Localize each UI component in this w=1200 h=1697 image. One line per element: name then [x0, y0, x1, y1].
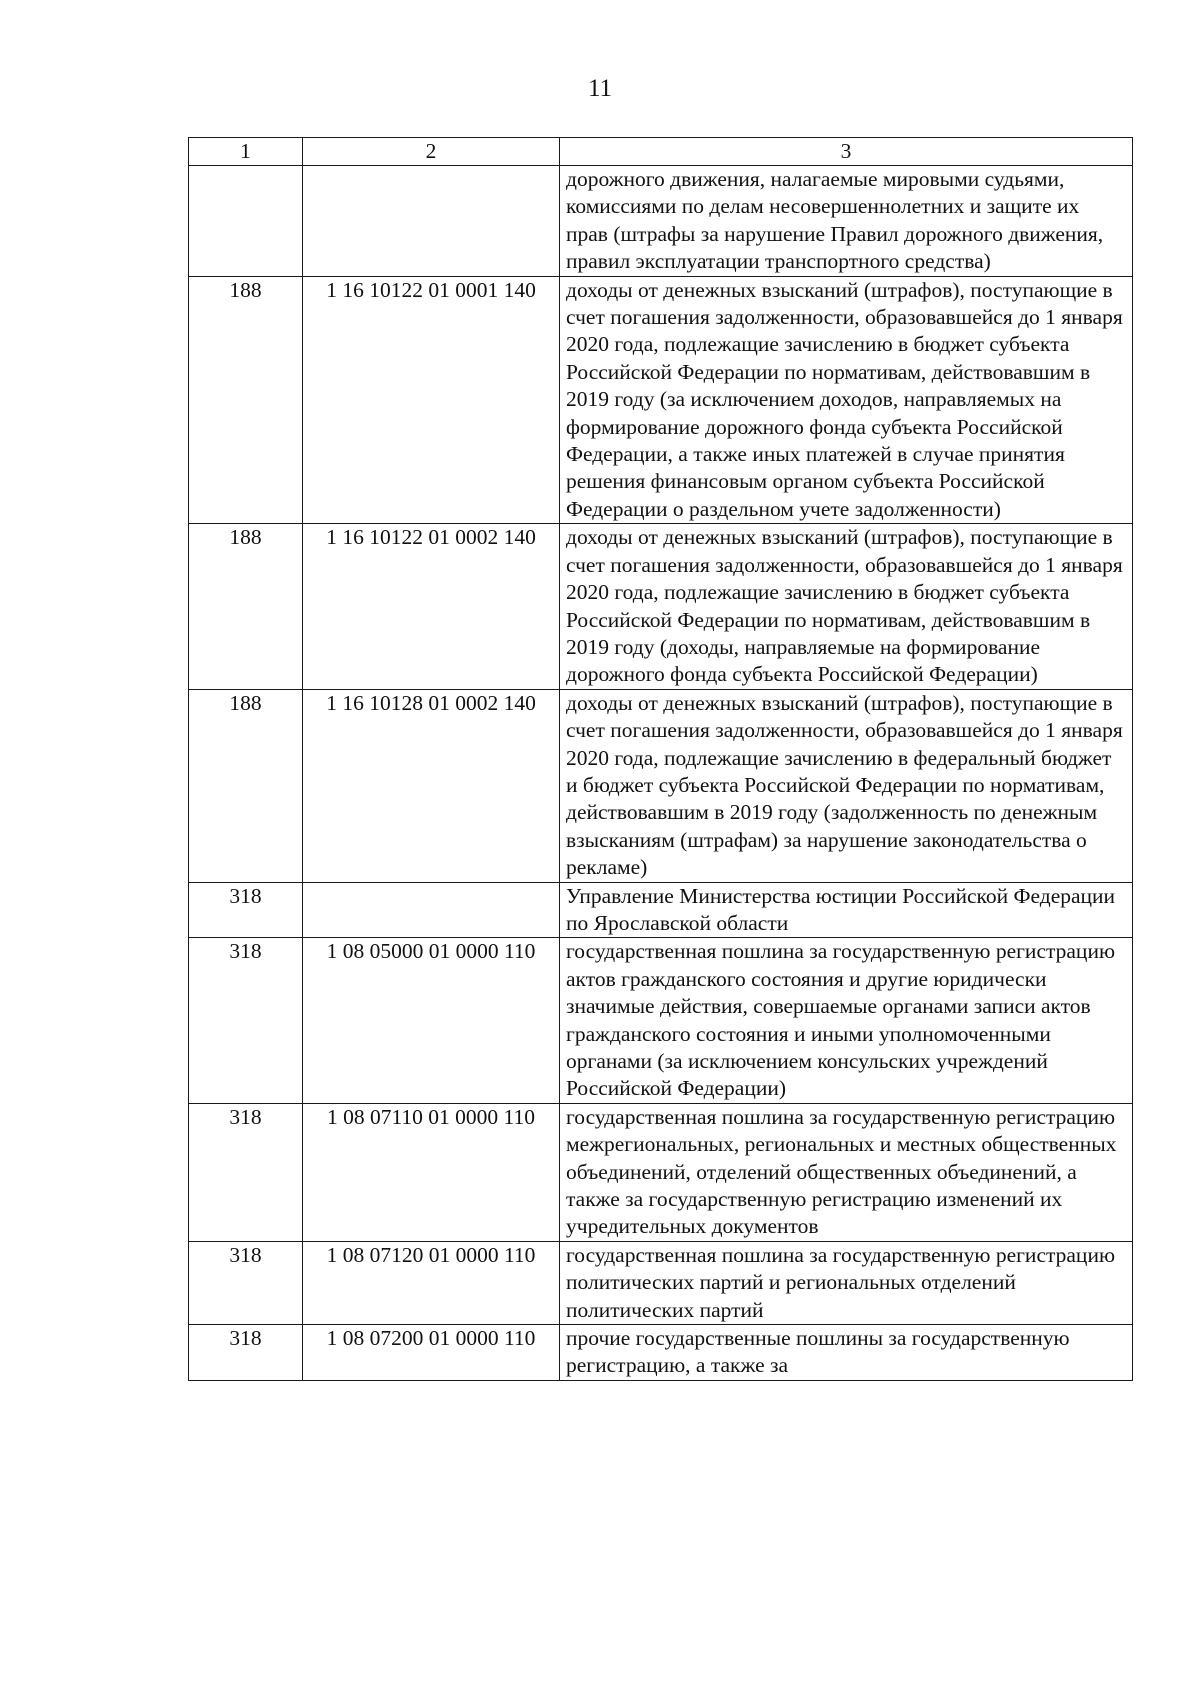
budget-code-cell: 1 08 07200 01 0000 110	[303, 1325, 560, 1381]
admin-code-cell: 188	[189, 524, 303, 689]
admin-code-cell: 188	[189, 276, 303, 524]
description-cell: доходы от денежных взысканий (штрафов), поступающие в счет погашения задолженности, образовавшейся до 1 января 2020 года, подлежащие зачислению в бюджет субъекта Российской Федерации по нормативам, действовавшим в 2019 году (доходы, направляемые на формирование дорожного фонда субъекта Российской Федерации)	[560, 524, 1133, 689]
revenue-codes-table	[188, 137, 1133, 1381]
description-cell: государственная пошлина за государственную регистрацию актов гражданского состояния и другие юридически значимые действия, совершаемые органами записи актов гражданского состояния и иными уполномоченными органами (за исключением консульских учреждений Российской Федерации)	[560, 938, 1133, 1103]
table-row	[189, 1241, 1133, 1324]
table-row	[189, 882, 1133, 938]
table-row	[189, 524, 1133, 689]
header-col-1: 1	[189, 138, 303, 166]
page-number: 11	[587, 75, 613, 102]
admin-code-cell: 318	[189, 1325, 303, 1381]
table-row	[189, 276, 1133, 524]
description-cell: государственная пошлина за государственную регистрацию политических партий и региональных отделений политических партий	[560, 1241, 1133, 1324]
budget-code-cell	[303, 882, 560, 938]
header-col-2: 2	[303, 138, 560, 166]
description-cell: прочие государственные пошлины за государственную регистрацию, а также за	[560, 1325, 1133, 1381]
admin-code-cell: 318	[189, 1241, 303, 1324]
description-cell: дорожного движения, налагаемые мировыми судьями, комиссиями по делам несовершеннолетних и защите их прав (штрафы за нарушение Правил дорожного движения, правил эксплуатации транспортного средства)	[560, 166, 1133, 277]
budget-code-cell: 1 16 10122 01 0002 140	[303, 524, 560, 689]
budget-code-cell: 1 16 10122 01 0001 140	[303, 276, 560, 524]
header-col-3: 3	[560, 138, 1133, 166]
table-row	[189, 1103, 1133, 1241]
budget-code-cell	[303, 166, 560, 277]
table-header-row	[189, 138, 1133, 166]
table-row	[189, 689, 1133, 882]
admin-code-cell	[189, 166, 303, 277]
budget-code-cell: 1 08 07120 01 0000 110	[303, 1241, 560, 1324]
table-row	[189, 166, 1133, 277]
budget-code-cell: 1 16 10128 01 0002 140	[303, 689, 560, 882]
admin-code-cell: 318	[189, 938, 303, 1103]
description-cell: Управление Министерства юстиции Российской Федерации по Ярославской области	[560, 882, 1133, 938]
table-row	[189, 938, 1133, 1103]
budget-code-cell: 1 08 07110 01 0000 110	[303, 1103, 560, 1241]
admin-code-cell: 318	[189, 882, 303, 938]
description-cell: доходы от денежных взысканий (штрафов), поступающие в счет погашения задолженности, образовавшейся до 1 января 2020 года, подлежащие зачислению в федеральный бюджет и бюджет субъекта Российской Федерации по нормативам, действовавшим в 2019 году (задолженность по денежным взысканиям (штрафам) за нарушение законодательства о рекламе)	[560, 689, 1133, 882]
budget-code-cell: 1 08 05000 01 0000 110	[303, 938, 560, 1103]
table-row	[189, 1325, 1133, 1381]
admin-code-cell: 318	[189, 1103, 303, 1241]
admin-code-cell: 188	[189, 689, 303, 882]
description-cell: государственная пошлина за государственную регистрацию межрегиональных, региональных и местных общественных объединений, отделений общественных объединений, а также за государственную регистрацию изменений их учредительных документов	[560, 1103, 1133, 1241]
description-cell: доходы от денежных взысканий (штрафов), поступающие в счет погашения задолженности, образовавшейся до 1 января 2020 года, подлежащие зачислению в бюджет субъекта Российской Федерации по нормативам, действовавшим в 2019 году (за исключением доходов, направляемых на формирование дорожного фонда субъекта Российской Федерации, а также иных платежей в случае принятия решения финансовым органом субъекта Российской Федерации о раздельном учете задолженности)	[560, 276, 1133, 524]
